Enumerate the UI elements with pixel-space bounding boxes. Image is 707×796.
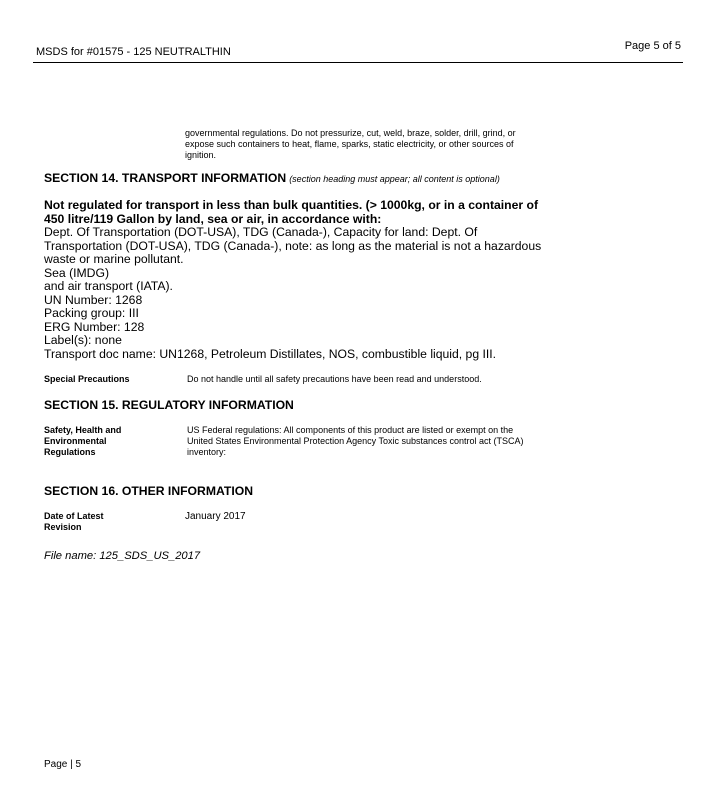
value-line: United States Environmental Protection Agency Toxic substances control act (TSCA)	[187, 436, 524, 447]
regulations-label	[44, 425, 121, 459]
label-line: Regulations	[44, 447, 96, 458]
transport-line: waste or marine pollutant.	[44, 252, 184, 266]
label-line: Revision	[44, 522, 82, 533]
special-precautions-label: Special Precautions	[44, 374, 130, 384]
special-precautions-value: Do not handle until all safety precautions have been read and understood.	[187, 374, 482, 384]
label-line: Safety, Health and	[44, 425, 122, 435]
label-line: Environmental	[44, 436, 107, 447]
transport-bold-line: 450 litre/119 Gallon by land, sea or air, in accordance with:	[44, 211, 382, 226]
transport-line: Transportation (DOT-USA), TDG (Canada-), note: as long as the material is not a hazardous	[44, 238, 542, 253]
transport-bold-line: Not regulated for transport in less than bulk quantities. (> 1000kg, or in a container of	[44, 198, 539, 212]
transport-line: Label(s): none	[44, 333, 122, 347]
file-name: File name: 125_SDS_US_2017	[44, 550, 201, 562]
text-line: governmental regulations. Do not pressurize, cut, weld, braze, solder, drill, grind, or	[185, 128, 516, 138]
transport-line: ERG Number: 128	[44, 319, 145, 334]
value-line: inventory:	[187, 447, 227, 458]
page-number-header: Page 5 of 5	[624, 40, 681, 52]
text-line: ignition.	[185, 150, 217, 161]
transport-line: UN Number: 1268	[44, 292, 143, 307]
transport-line: Packing group: III	[44, 306, 139, 320]
section-14-note: (section heading must appear; all content is optional)	[289, 174, 500, 184]
section-14-heading	[44, 171, 500, 185]
transport-line: and air transport (IATA).	[44, 279, 173, 293]
header-divider	[33, 62, 683, 63]
label-line: Date of Latest	[44, 511, 104, 521]
section-14-title: SECTION 14. TRANSPORT INFORMATION	[44, 171, 287, 185]
revision-date-label	[44, 511, 104, 533]
footer-page-number: Page | 5	[44, 759, 82, 770]
section-16-heading: SECTION 16. OTHER INFORMATION	[44, 484, 254, 498]
text-line: expose such containers to heat, flame, sparks, static electricity, or other sources of	[185, 139, 514, 150]
section-15-heading: SECTION 15. REGULATORY INFORMATION	[44, 398, 294, 412]
transport-line: Transport doc name: UN1268, Petroleum Distillates, NOS, combustible liquid, pg III.	[44, 346, 497, 361]
transport-info	[44, 199, 664, 361]
continued-text	[185, 128, 655, 162]
document-title: MSDS for #01575 - 125 NEUTRALTHIN	[36, 46, 231, 58]
regulations-value	[187, 425, 524, 459]
transport-line: Sea (IMDG)	[44, 265, 110, 280]
value-line: US Federal regulations: All components of this product are listed or exempt on the	[187, 425, 514, 435]
revision-date-value: January 2017	[185, 511, 246, 522]
transport-line: Dept. Of Transportation (DOT-USA), TDG (Canada-), Capacity for land: Dept. Of	[44, 225, 478, 239]
